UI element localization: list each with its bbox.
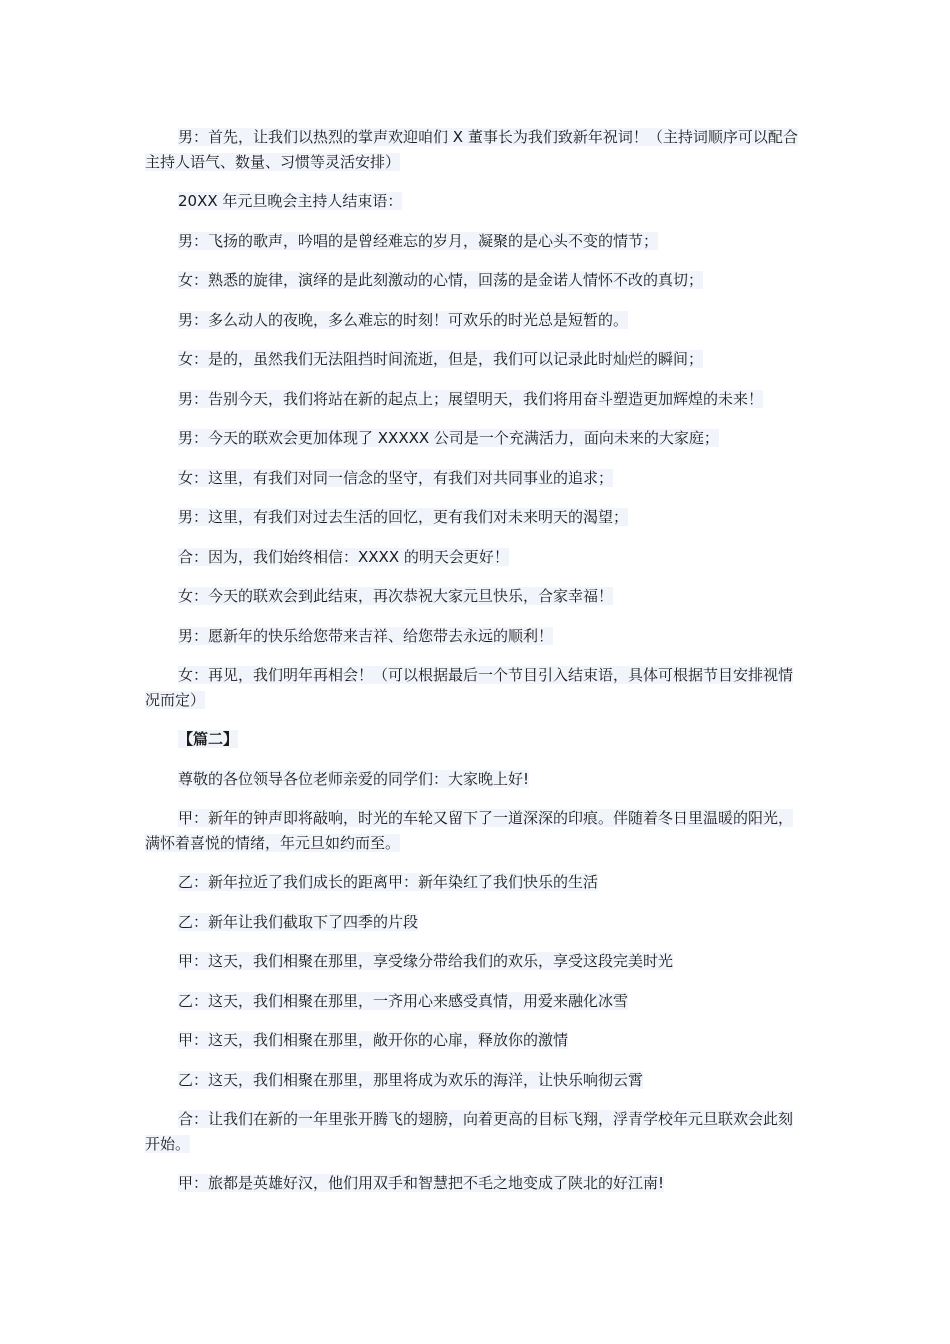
paragraph: 甲：这天，我们相聚在那里，敞开你的心扉，释放你的激情 — [178, 1031, 569, 1049]
paragraph: 尊敬的各位领导各位老师亲爱的同学们：大家晚上好! — [178, 769, 530, 788]
paragraph: 男：多么动人的夜晚，多么难忘的时刻！可欢乐的时光总是短暂的。 — [178, 310, 629, 329]
paragraph: 女：这里，有我们对同一信念的坚守，有我们对共同事业的追求； — [178, 468, 614, 487]
paragraph: 乙：这天，我们相聚在那里，一齐用心来感受真情，用爱来融化冰雪 — [178, 991, 629, 1010]
paragraph: 男：这里，有我们对过去生活的回忆，更有我们对未来明天的渴望； — [178, 508, 629, 526]
paragraph: 男：首先，让我们以热烈的掌声欢迎咱们 X 董事长为我们致新年祝词！（主持词顺序可以配合主持人语气、数量、习惯等灵活安排） — [145, 128, 798, 171]
paragraph: 甲：旅都是英雄好汉，他们用双手和智慧把不毛之地变成了陕北的好江南! — [178, 1174, 665, 1192]
paragraph: 甲：这天，我们相聚在那里，享受缘分带给我们的欢乐，享受这段完美时光 — [178, 952, 674, 970]
paragraph: 乙：新年拉近了我们成长的距离甲：新年染红了我们快乐的生活 — [178, 873, 599, 891]
paragraph: 男：告别今天，我们将站在新的起点上；展望明天，我们将用奋斗塑造更加辉煌的未来！ — [178, 389, 764, 408]
paragraph: 女：再见，我们明年再相会！（可以根据最后一个节目引入结束语，具体可根据节目安排视情况而定） — [145, 666, 794, 709]
paragraph: 乙：新年让我们截取下了四季的片段 — [178, 912, 419, 931]
document-body — [145, 125, 805, 1196]
paragraph: 男：飞扬的歌声，吟唱的是曾经难忘的岁月，凝聚的是心头不变的情节； — [178, 231, 659, 250]
paragraph: 女：熟悉的旋律，演绎的是此刻激动的心情，回荡的是金诺人情怀不改的真切； — [178, 271, 704, 289]
paragraph: 20XX 年元旦晚会主持人结束语： — [178, 192, 403, 210]
paragraph: 女：今天的联欢会到此结束，再次恭祝大家元旦快乐，合家幸福！ — [178, 587, 614, 605]
paragraph: 乙：这天，我们相聚在那里，那里将成为欢乐的海洋，让快乐响彻云霄 — [178, 1070, 644, 1089]
paragraph: 女：是的，虽然我们无法阻挡时间流逝，但是，我们可以记录此时灿烂的瞬间； — [178, 350, 704, 368]
paragraph: 合：因为，我们始终相信：XXXX 的明天会更好！ — [178, 547, 509, 566]
paragraph: 合：让我们在新的一年里张开腾飞的翅膀，向着更高的目标飞翔，浮青学校年元旦联欢会此刻开始。 — [145, 1110, 794, 1153]
paragraph: 男：今天的联欢会更加体现了 XXXXX 公司是一个充满活力，面向未来的大家庭； — [178, 429, 719, 447]
paragraph: 男：愿新年的快乐给您带来吉祥、给您带去永远的顺利！ — [178, 626, 554, 645]
paragraph: 甲：新年的钟声即将敲响，时光的车轮又留下了一道深深的印痕。伴随着冬日里温暖的阳光，满怀着喜悦的情绪，年元旦如约而至。 — [145, 809, 794, 852]
section-heading: 【篇二】 — [178, 730, 239, 748]
